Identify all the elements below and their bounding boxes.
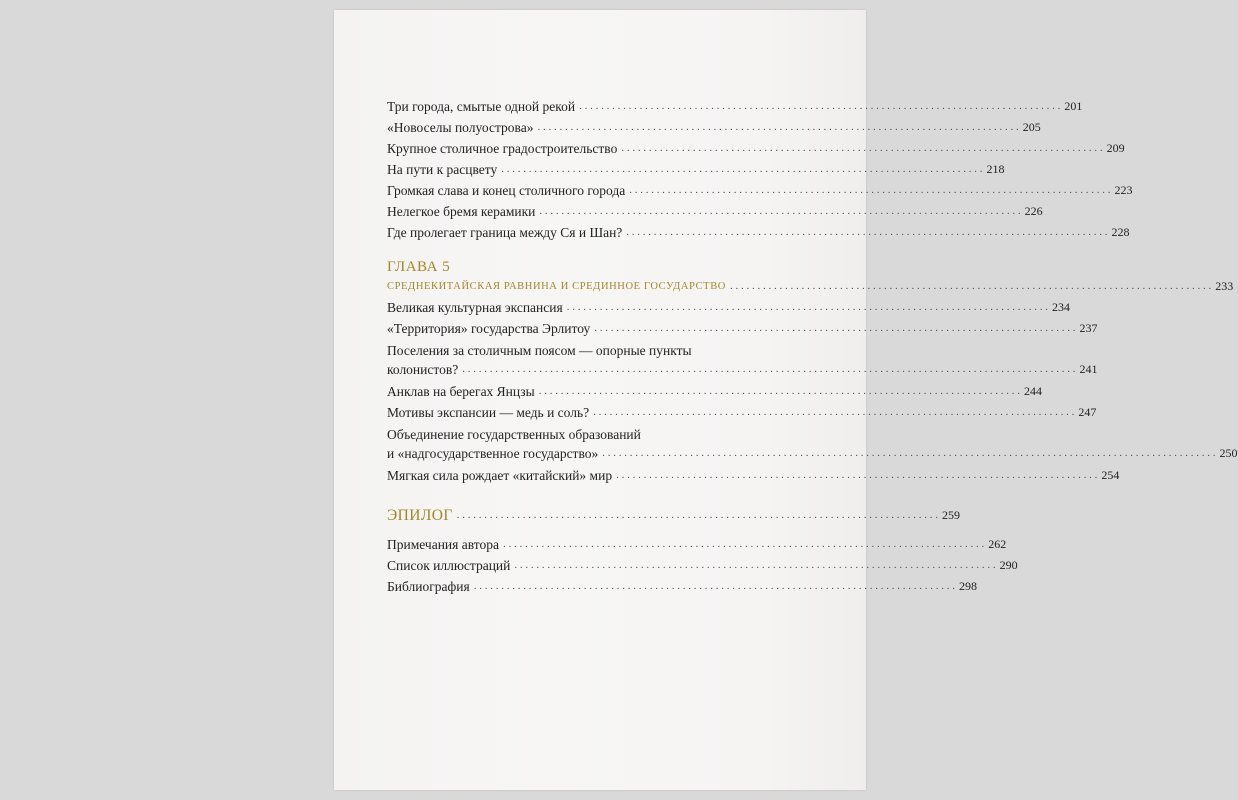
toc-entry (387, 400, 1097, 421)
toc-entry-multiline (387, 341, 1098, 379)
toc-entry-page: 209 (1106, 141, 1125, 155)
toc-entry-page: 237 (1079, 321, 1098, 335)
toc-entry-page: 259 (941, 508, 960, 522)
leader-dots: . . . . . . . . . . . . . . . . . . . . . . . . . . . . . . . . . . . . . . . . . . . . . . . . . . . . . . . . . . . . . . . . . . . . . . . . . . . . . . . . . . . . . . . . . . . . . . . . . . . . . . . . . . . . . . . . (602, 447, 1216, 459)
leader-dots (567, 299, 1048, 316)
toc-entry-title: Мотивы экспансии — медь и соль? (387, 405, 590, 420)
toc-entry-title: Где пролегает граница между Ся и Шан? (387, 225, 623, 240)
toc-entry-line (387, 444, 1238, 463)
chapter-subtitle-entry (387, 277, 1234, 295)
epilogue-entry (387, 500, 960, 524)
toc-entry (387, 136, 1125, 157)
leader-dots (629, 182, 1110, 199)
toc-entry (387, 178, 1133, 199)
toc-entry-page: 228 (1111, 225, 1130, 239)
toc-entry (387, 379, 1042, 400)
leader-dots (539, 203, 1020, 220)
toc-entry-title: На пути к расцвету (387, 162, 498, 177)
toc-entry-title: Громкая слава и конец столичного города (387, 183, 626, 198)
toc-entry-line (387, 341, 819, 360)
toc-entry-title: Великая культурная экспансия (387, 300, 563, 315)
toc-entry (387, 532, 1007, 553)
leader-dots (457, 507, 938, 524)
toc-entry-title: Список иллюстраций (387, 558, 511, 573)
toc-entry-page: 247 (1078, 405, 1097, 419)
toc-entry-page: 223 (1114, 183, 1133, 197)
leader-dots (593, 404, 1074, 421)
toc-entry (387, 115, 1041, 136)
table-of-contents (387, 94, 1238, 595)
toc-entry-title: Мягкая сила рождает «китайский» мир (387, 468, 613, 483)
toc-entry-page: 250 (1219, 446, 1238, 460)
toc-entry-page: 233 (1215, 279, 1234, 293)
toc-entry-page: 234 (1051, 300, 1070, 314)
chapter-subtitle: СРЕДНЕКИТАЙСКАЯ РАВНИНА И СРЕДИННОЕ ГОСУДАРСТВО (387, 281, 726, 292)
leader-dots (621, 140, 1102, 157)
toc-entry-title: колонистов? (387, 362, 459, 377)
toc-entry (387, 316, 1098, 337)
book-page (334, 10, 1238, 790)
toc-entry-page: 205 (1022, 120, 1041, 134)
leader-dots (579, 98, 1060, 115)
chapter-heading: ГЛАВА 5 (387, 259, 451, 275)
toc-entry-page: 218 (986, 162, 1005, 176)
toc-entry-title: Примечания автора (387, 537, 499, 552)
toc-entry-page: 262 (988, 537, 1007, 551)
toc-entry-page: 290 (999, 558, 1018, 572)
toc-entry-page: 226 (1024, 204, 1043, 218)
toc-entry-multiline (387, 425, 1238, 463)
leader-dots (514, 557, 995, 574)
toc-entry-title: Крупное столичное градостроительство (387, 141, 618, 156)
leader-dots (616, 467, 1097, 484)
toc-entry (387, 157, 1005, 178)
toc-entry-page: 244 (1023, 384, 1042, 398)
toc-entry (387, 220, 1130, 241)
leader-dots (474, 578, 955, 595)
toc-entry-page: 241 (1079, 362, 1098, 376)
epilogue-title: ЭПИЛОГ (387, 507, 453, 524)
leader-dots (539, 383, 1020, 400)
leader-dots (503, 536, 984, 553)
leader-dots (730, 278, 1211, 295)
toc-entry (387, 94, 1083, 115)
toc-entry-title: Анклав на берегах Янцзы (387, 384, 535, 399)
toc-entry-title: «Новоселы полуострова» (387, 120, 534, 135)
toc-entry-title: Библиография (387, 579, 470, 594)
toc-entry-title: Три города, смытые одной рекой (387, 99, 576, 114)
toc-entry (387, 199, 1043, 220)
toc-entry-title: и «надгосударственное государство» (387, 446, 599, 461)
toc-entry (387, 574, 977, 595)
toc-entry-line (387, 425, 819, 444)
toc-entry-page: 298 (958, 579, 977, 593)
toc-entry (387, 295, 1070, 316)
leader-dots (594, 320, 1075, 337)
toc-entry (387, 553, 1018, 574)
toc-entry-page: 201 (1064, 99, 1083, 113)
toc-entry-title: «Территория» государства Эрлитоу (387, 321, 591, 336)
leader-dots (501, 161, 982, 178)
toc-entry-line (387, 360, 1098, 379)
toc-entry (387, 463, 1120, 484)
toc-entry-title: Нелегкое бремя керамики (387, 204, 536, 219)
leader-dots (626, 224, 1107, 241)
toc-entry-title: Объединение государственных образований (387, 427, 641, 442)
toc-entry-title: Поселения за столичным поясом — опорные пункты (387, 343, 692, 358)
leader-dots (537, 119, 1018, 136)
toc-entry-page: 254 (1101, 468, 1120, 482)
leader-dots: . . . . . . . . . . . . . . . . . . . . . . . . . . . . . . . . . . . . . . . . . . . . . . . . . . . . . . . . . . . . . . . . . . . . . . . . . . . . . . . . . . . . . . . . . . . . . . . . . . . . . . . . . . . . . . . . (462, 363, 1076, 375)
